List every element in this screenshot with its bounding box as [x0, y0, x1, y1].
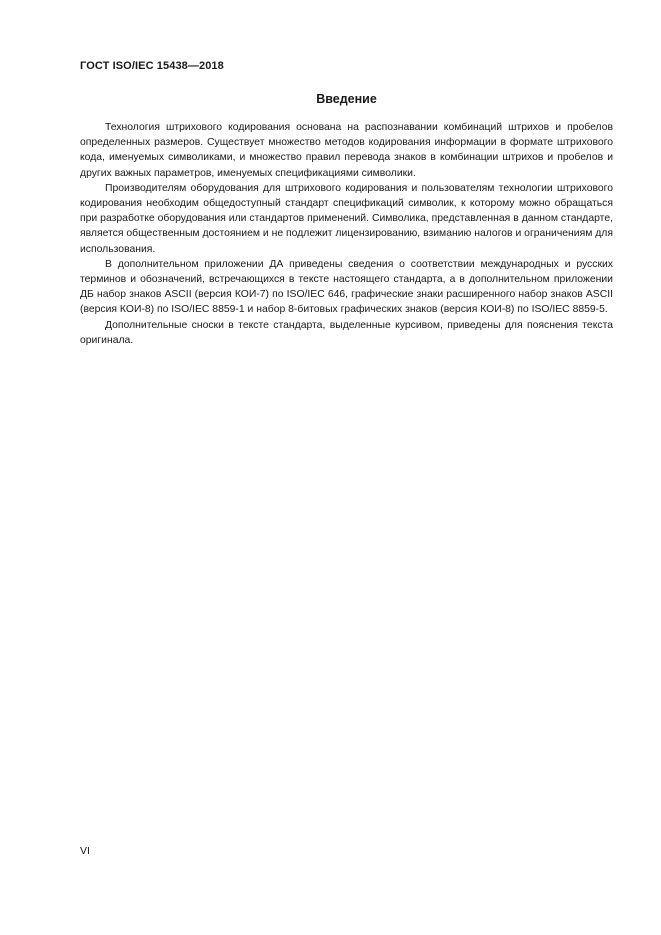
section-body	[80, 120, 613, 348]
section-title: Введение	[316, 92, 377, 106]
paragraph-1: Технология штрихового кодирования основана на распознавании комбинаций штрихов и пробелов определенных размеров. Существует множество методов кодирования информации в формате штрихового кода, именуемых символиками, и множество правил перевода знаков в комбинации штрихов и пробелов и других важных параметров, именуемых спецификациями символики.	[80, 122, 613, 179]
paragraph-4: Дополнительные сноски в тексте стандарта, выделенные курсивом, приведены для пояснения текста оригинала.	[80, 319, 613, 346]
page-number: VI	[80, 845, 90, 857]
paragraph-3: В дополнительном приложении ДА приведены сведения о соответствии международных и русских терминов и обозначений, встречающихся в тексте настоящего стандарта, а в дополнительном приложении ДБ набор знаков ASCII (версия КОИ-7) по ISO/IEC 646, графические знаки расширенного набор знаков ASCII (версия КОИ-8) по ISO/IEC 8859-1 и набор 8-битовых графических знаков (версия КОИ-8) по ISO/IEC 8859-5.	[80, 258, 613, 316]
paragraph-2: Производителям оборудования для штрихового кодирования и пользователям технологии штрихового кодирования необходим общедоступный стандарт спецификаций символик, к которому можно обращаться при разработке оборудования или стандартов применений. Символика, представленная в данном стандарте, является общественным достоянием и не подлежит лицензированию, взиманию налогов и ограничениям для использования.	[80, 182, 613, 255]
standard-code-header: ГОСТ ISO/IEC 15438—2018	[80, 60, 224, 72]
